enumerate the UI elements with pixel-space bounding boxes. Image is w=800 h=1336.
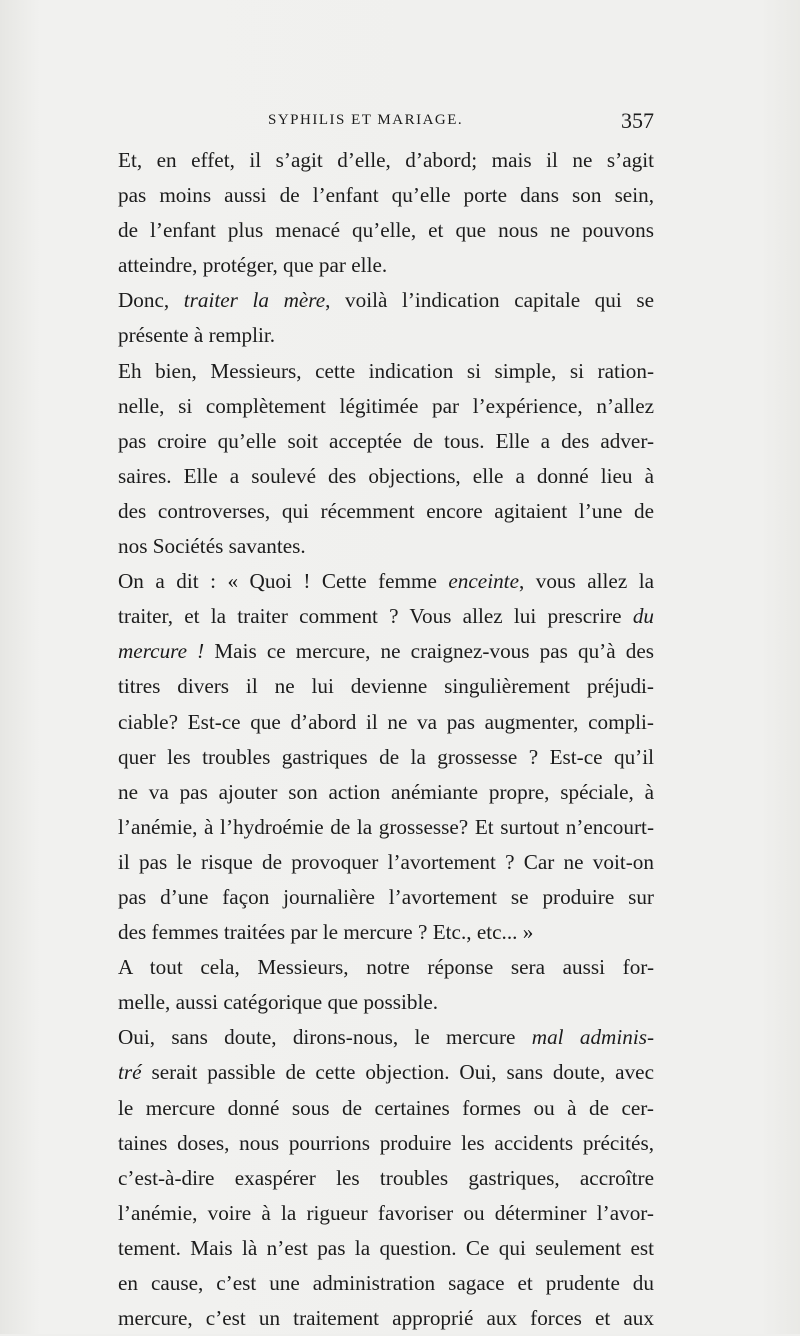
text-line: [118, 1020, 654, 1055]
text-run: Oui, sans doute, dirons-nous, le mercure: [118, 1025, 532, 1050]
text-line: présente à remplir.: [118, 323, 276, 348]
text-line: [118, 283, 654, 318]
text-line: A tout cela, Messieurs, notre réponse sera aussi for-: [118, 955, 654, 980]
text-line: ne va pas ajouter son action anémiante propre, spéciale, à: [118, 779, 654, 804]
text-line: pas croire qu’elle soit acceptée de tous. Elle a des adver-: [118, 428, 654, 453]
italic-run: enceinte: [448, 569, 519, 594]
text-run: , voilà l’indication capitale qui se: [325, 288, 654, 313]
text-line: l’anémie, voire à la rigueur favoriser ou déterminer l’avor-: [118, 1200, 654, 1225]
paragraph-6: [118, 1020, 654, 1336]
text-line: tement. Mais là n’est pas la question. Ce qui seulement est: [118, 1235, 654, 1260]
text-run: , vous allez la: [518, 569, 654, 594]
text-line: titres divers il ne lui devienne singulièrement préjudi-: [118, 674, 654, 699]
text-run: traiter, et la traiter comment ? Vous allez lui prescrire: [118, 604, 633, 629]
text-line: [118, 599, 654, 634]
text-line: Et, en effet, il s’agit d’elle, d’abord; mais il ne s’agit: [118, 148, 654, 172]
italic-run: tré: [118, 1060, 142, 1085]
text-line: l’anémie, à l’hydroémie de la grossesse? Et surtout n’encourt-: [118, 814, 654, 839]
text-line: quer les troubles gastriques de la grossesse ? Est-ce qu’il: [118, 744, 654, 769]
text-line: pas d’une façon journalière l’avortement se produire sur: [118, 884, 654, 909]
text-run: Mais ce mercure, ne craignez-vous pas qu’à des: [204, 639, 654, 664]
text-line: atteindre, protéger, que par elle.: [118, 253, 388, 278]
italic-run: traiter la mère: [183, 288, 326, 313]
running-title: SYPHILIS ET MARIAGE.: [268, 112, 464, 128]
italic-run: du: [632, 604, 654, 629]
text-run: Donc,: [118, 288, 184, 313]
italic-run: mercure !: [118, 639, 205, 664]
text-line: [118, 634, 654, 669]
text-line: [118, 1055, 654, 1090]
text-line: Eh bien, Messieurs, cette indication si simple, si ration-: [118, 358, 654, 383]
paragraph-4: [118, 564, 654, 950]
text-line: pas moins aussi de l’enfant qu’elle porte dans son sein,: [118, 183, 654, 208]
paragraph-5: [118, 950, 654, 1020]
text-line: en cause, c’est une administration sagace et prudente du: [118, 1271, 654, 1295]
text-line: [118, 564, 654, 599]
text-line: des femmes traitées par le mercure ? Etc., etc... »: [118, 920, 534, 945]
text-line: ciable? Est-ce que d’abord il ne va pas augmenter, compli-: [118, 709, 654, 734]
text-line: mercure, c’est un traitement approprié aux forces et aux: [118, 1306, 654, 1331]
text-line: nos Sociétés savantes.: [118, 534, 306, 559]
text-line: il pas le risque de provoquer l’avortement ? Car ne voit-on: [118, 849, 654, 874]
text-run: serait passible de cette objection. Oui, sans doute, avec: [141, 1060, 654, 1085]
text-line: taines doses, nous pourrions produire les accidents précités,: [118, 1130, 654, 1155]
text-line: melle, aussi catégorique que possible.: [118, 990, 439, 1015]
text-line: de l’enfant plus menacé qu’elle, et que nous ne pouvons: [118, 218, 654, 243]
paragraph-3: [118, 354, 654, 565]
running-header: [118, 108, 654, 142]
paragraph-1: [118, 143, 654, 283]
text-line: le mercure donné sous de certaines formes ou à de cer-: [118, 1095, 654, 1120]
paragraph-2: [118, 283, 654, 353]
body-text: [118, 143, 654, 1336]
text-line: c’est-à-dire exaspérer les troubles gastriques, accroître: [118, 1165, 654, 1190]
text-run: On a dit : « Quoi ! Cette femme: [118, 569, 449, 594]
page-number: 357: [621, 108, 654, 133]
text-line: saires. Elle a soulevé des objections, elle a donné lieu à: [118, 463, 654, 488]
text-line: nelle, si complètement légitimée par l’expérience, n’allez: [118, 393, 654, 418]
italic-run: mal adminis-: [531, 1025, 654, 1050]
text-line: des controverses, qui récemment encore agitaient l’une de: [118, 498, 654, 523]
